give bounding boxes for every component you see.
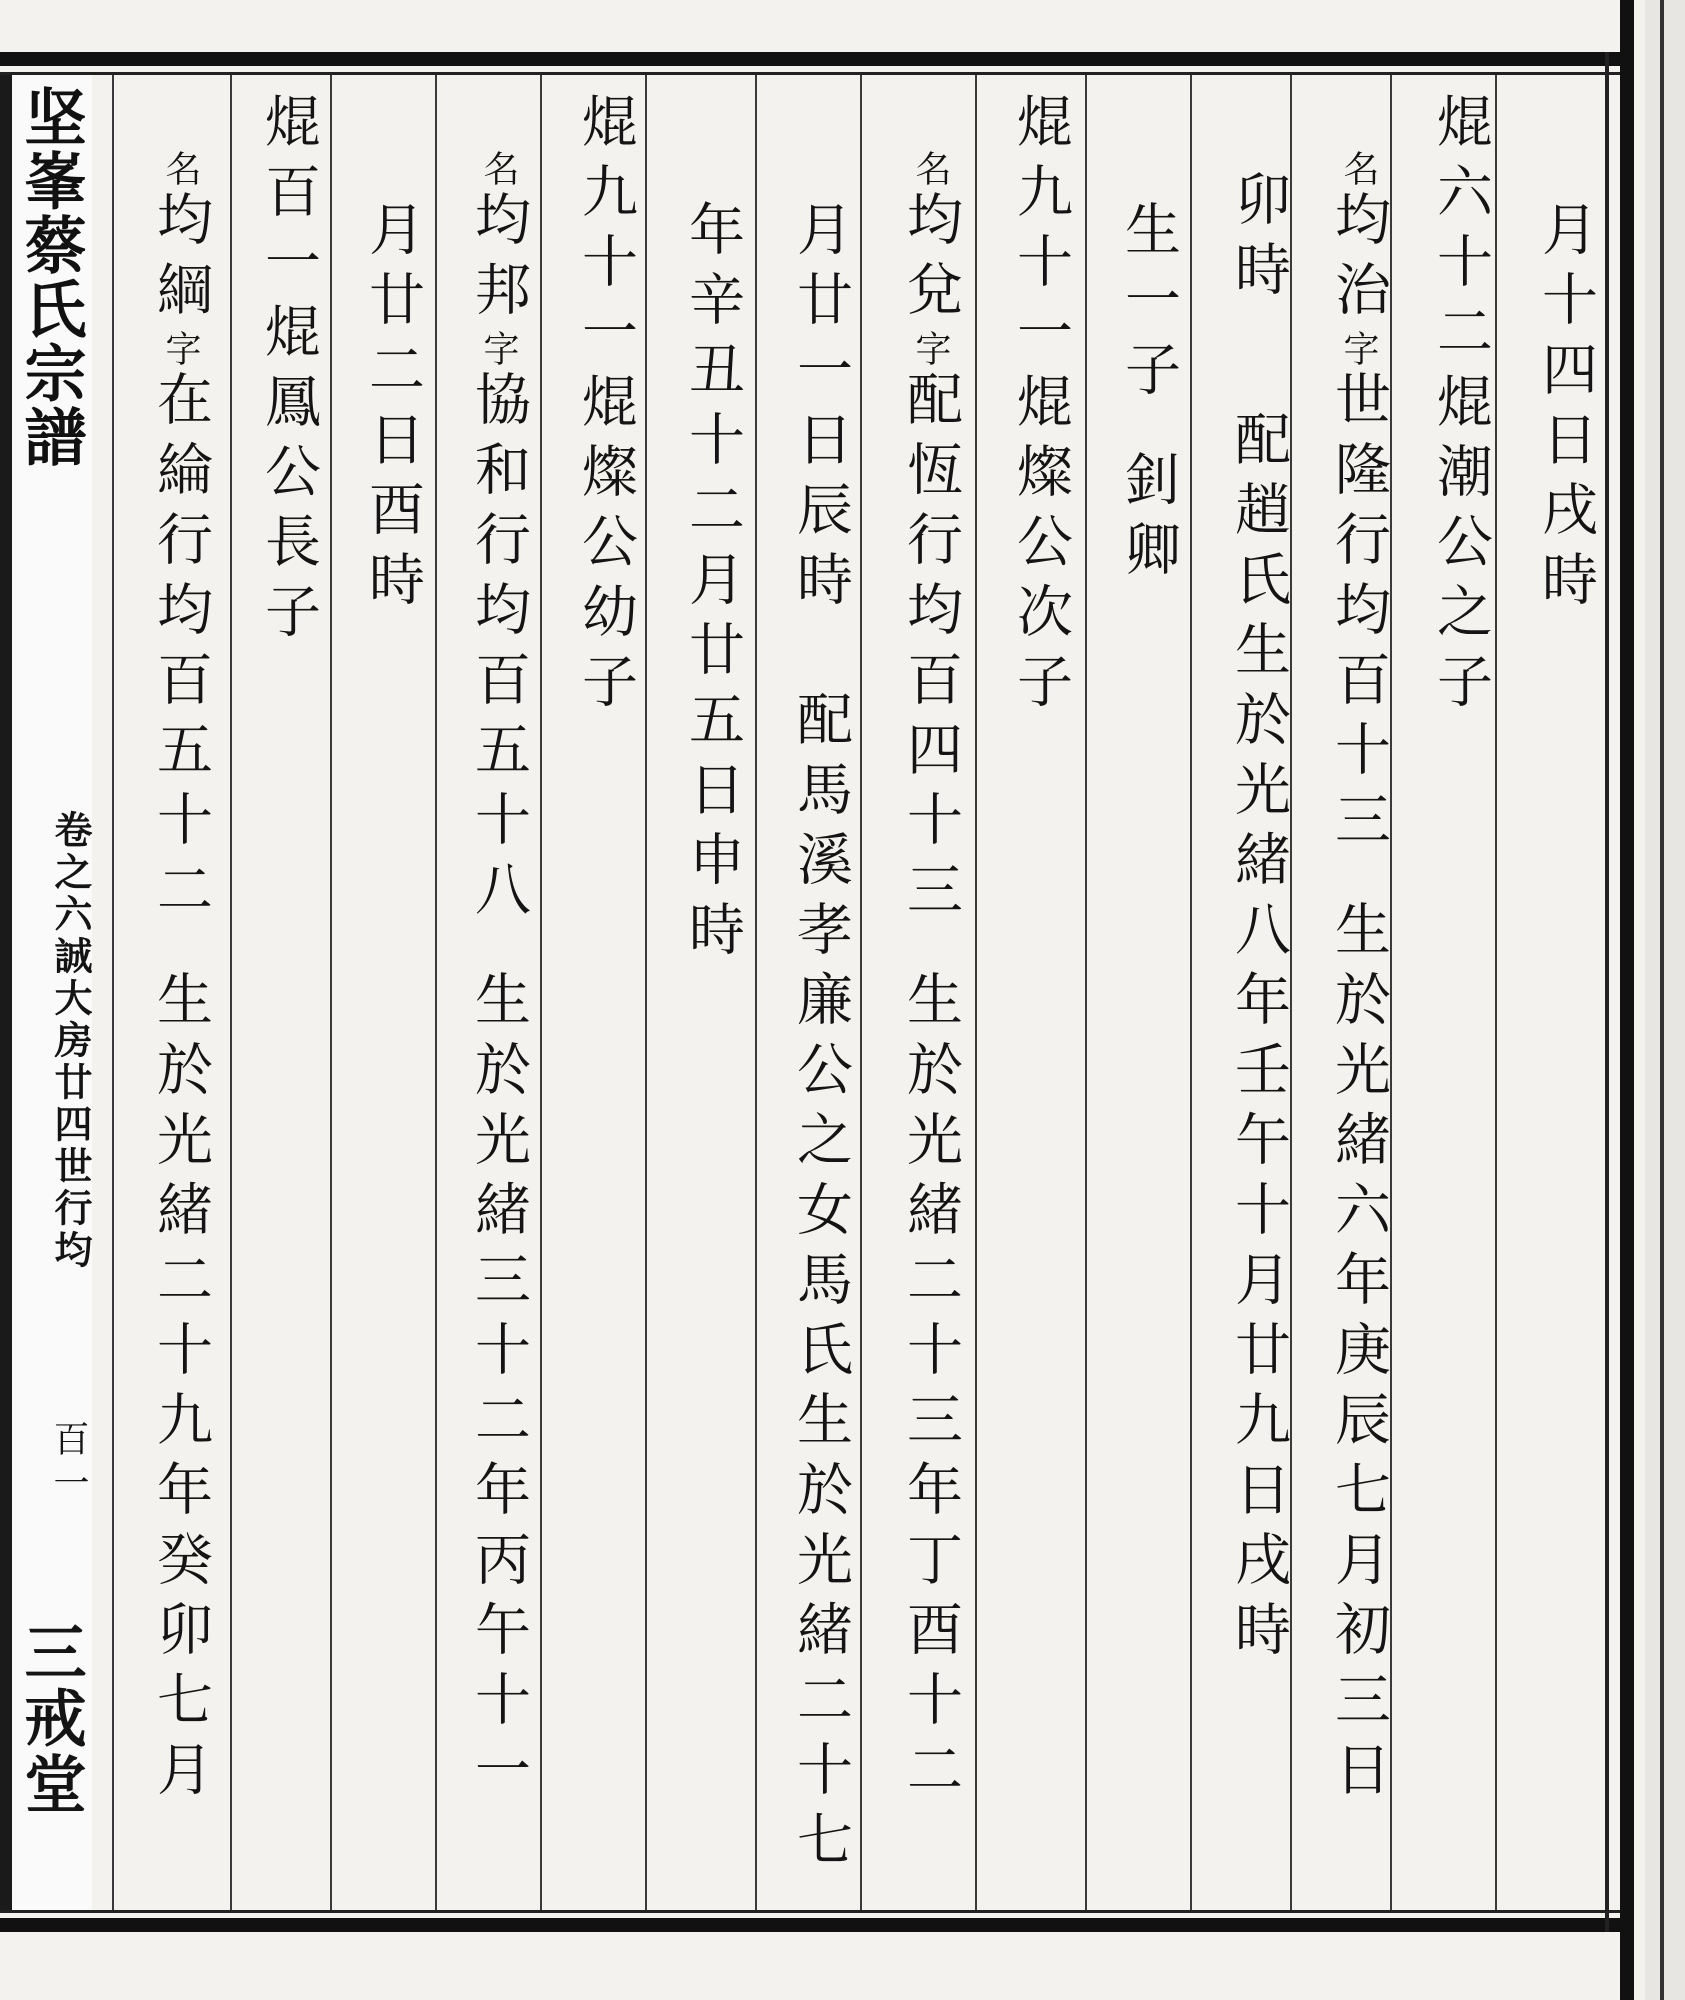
book-title: 坚峯蔡氏宗譜	[14, 85, 87, 469]
text-column: 卯時配趙氏生於光緒八年壬午十月廿九日戌時	[1226, 170, 1291, 1670]
text-column: 名均綱字在綸行均百五十二生於光緒二十九年癸卯七月	[148, 150, 213, 1810]
facing-page-edge	[1645, 0, 1685, 2000]
section-text: 誠大房廿四世行均	[48, 936, 93, 1272]
column-rule	[645, 75, 647, 1910]
right-frame	[1620, 0, 1634, 2000]
column-rule	[1190, 75, 1192, 1910]
column-rule	[112, 75, 114, 1910]
text-column: 生一子釗卿	[1116, 200, 1181, 590]
column-rule	[1085, 75, 1087, 1910]
top-border-inner	[0, 72, 1625, 75]
text-column: 月十四日戌時	[1533, 200, 1598, 620]
text-column: 名均治字世隆行均百十三生於光緒六年庚辰七月初三日	[1326, 150, 1391, 1810]
facing-page-rule	[1660, 0, 1664, 2000]
text-column: 焜六十二焜潮公之子	[1428, 92, 1493, 722]
section-label	[48, 810, 93, 1272]
column-rule	[330, 75, 332, 1910]
column-rule	[435, 75, 437, 1910]
bottom-border-inner	[0, 1910, 1625, 1913]
text-column: 名均邦字協和行均百五十八生於光緒三十二年丙午十一	[466, 150, 531, 1810]
right-frame-inner	[1605, 52, 1609, 1932]
text-column: 焜九十一焜燦公幼子	[573, 92, 638, 722]
column-rule	[230, 75, 232, 1910]
text-column: 月廿二日酉時	[360, 200, 425, 620]
top-border	[0, 52, 1625, 66]
text-column: 焜百一焜鳳公長子	[256, 92, 321, 652]
column-rule	[975, 75, 977, 1910]
hall-name: 三戒堂	[14, 1620, 87, 1818]
column-rule	[540, 75, 542, 1910]
column-rule	[755, 75, 757, 1910]
column-rule	[860, 75, 862, 1910]
bottom-border	[0, 1918, 1625, 1932]
text-column: 年辛丑十二月廿五日申時	[680, 200, 745, 970]
text-column: 名均兌字配恆行均百四十三生於光緒二十三年丁酉十二	[898, 150, 963, 1810]
text-column: 月廿一日辰時配馬溪孝廉公之女馬氏生於光緒二十七	[788, 200, 853, 1880]
volume-label: 卷之六	[48, 810, 93, 936]
text-column: 焜九十一焜燦公次子	[1008, 92, 1073, 722]
page-number: 百一	[48, 1420, 89, 1508]
